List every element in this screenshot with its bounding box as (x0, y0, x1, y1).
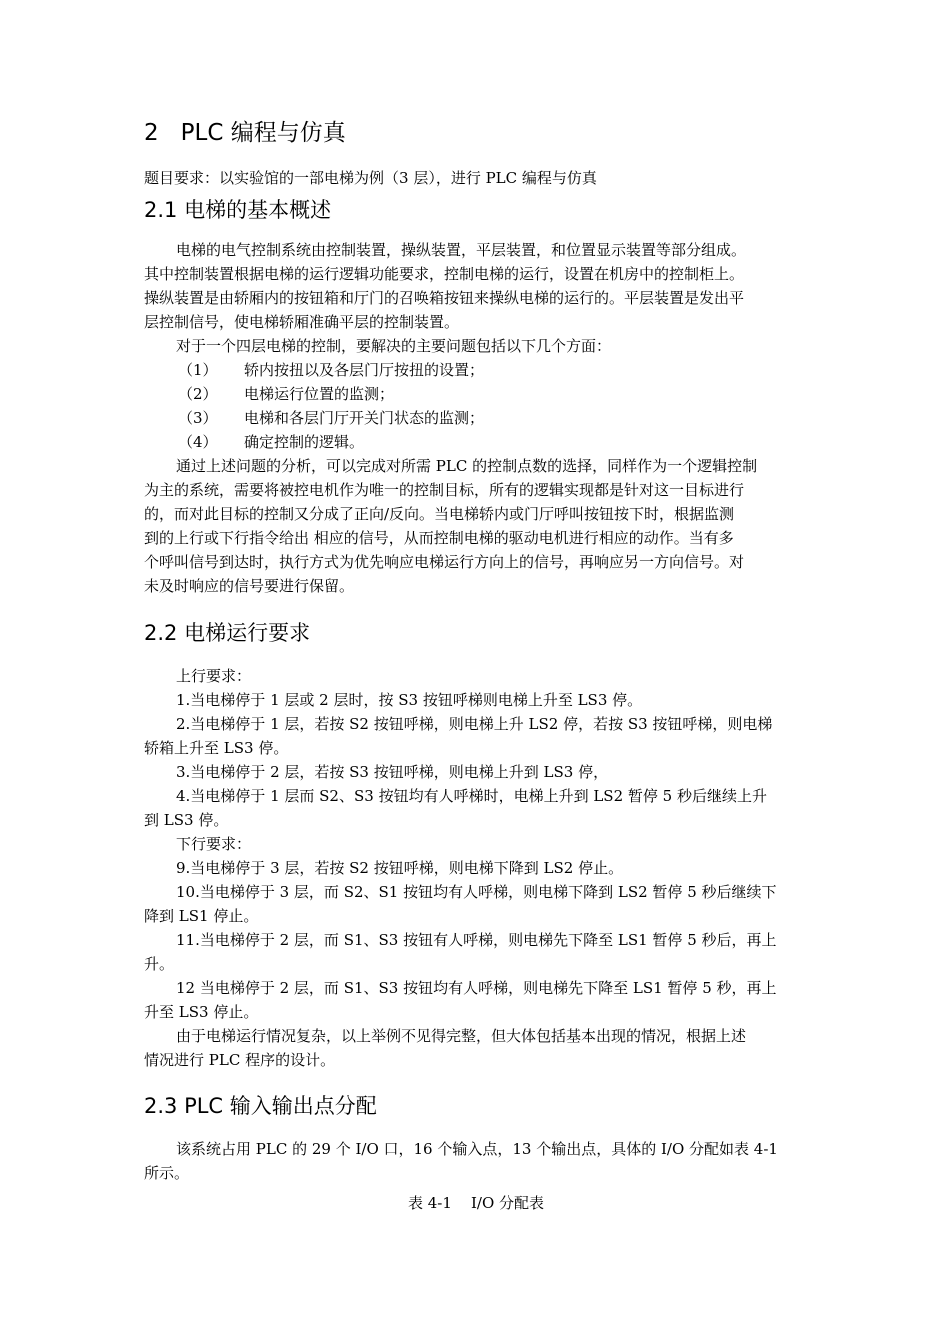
chapter-title: PLC 编程与仿真 (180, 120, 346, 146)
list-item-index: （2） (178, 385, 218, 403)
paragraph-line: 上行要求： (176, 667, 252, 685)
paragraph-line: 10.当电梯停于 3 层，而 S2、S1 按钮均有人呼梯，则电梯下降到 LS2 暂停 5 秒后继续下 (176, 883, 777, 901)
section-heading-2-2: 2.2 电梯运行要求 (144, 621, 311, 645)
list-item (144, 358, 808, 382)
chapter-heading (144, 116, 346, 150)
paragraph-line: 层控制信号，使电梯轿厢准确平层的控制装置。 (144, 313, 460, 331)
paragraph-line: 其中控制装置根据电梯的运行逻辑功能要求，控制电梯的运行，设置在机房中的控制柜上。 (144, 265, 745, 283)
paragraph-line: 由于电梯运行情况复杂，以上举例不见得完整，但大体包括基本出现的情况，根据上述 (176, 1027, 747, 1045)
paragraph-line: 2.当电梯停于 1 层，若按 S2 按钮呼梯，则电梯上升 LS2 停，若按 S3 按钮呼梯，则电梯 (176, 715, 773, 733)
paragraph-line: 11.当电梯停于 2 层，而 S1、S3 按钮有人呼梯，则电梯先下降至 LS1 暂停 5 秒后，再上 (176, 931, 777, 949)
paragraph-line: 通过上述问题的分析，可以完成对所需 PLC 的控制点数的选择，同样作为一个逻辑控制 (176, 457, 758, 475)
section-2-2-body (144, 664, 808, 1072)
list-item-index: （1） (178, 361, 218, 379)
paragraph-line: 的，而对此目标的控制又分成了正向/反向。当电梯轿内或门厅呼叫按钮按下时，根据监测 (144, 505, 735, 523)
paragraph-line: 3.当电梯停于 2 层，若按 S3 按钮呼梯，则电梯上升到 LS3 停， (176, 763, 609, 781)
list-item-text: 轿内按扭以及各层门厅按扭的设置； (244, 361, 485, 379)
paragraph-line: 该系统占用 PLC 的 29 个 I/O 口，16 个输入点，13 个输出点，具体的 I/O 分配如表 4-1 (176, 1140, 778, 1158)
paragraph-line: 操纵装置是由轿厢内的按钮箱和厅门的召唤箱按钮来操纵电梯的运行的。平层装置是发出平 (144, 289, 745, 307)
list-item (144, 406, 808, 430)
list-item-text: 电梯运行位置的监测； (244, 385, 395, 403)
paragraph-line: 9.当电梯停于 3 层，若按 S2 按钮呼梯，则电梯下降到 LS2 停止。 (176, 859, 624, 877)
list-item-text: 确定控制的逻辑。 (244, 433, 365, 451)
section-heading-2-1: 2.1 电梯的基本概述 (144, 198, 332, 222)
paragraph-line: 对于一个四层电梯的控制，要解决的主要问题包括以下几个方面： (176, 337, 612, 355)
paragraph-line: 为主的系统，需要将被控电机作为唯一的控制目标，所有的逻辑实现都是针对这一目标进行 (144, 481, 745, 499)
section-heading-2-3: 2.3 PLC 输入输出点分配 (144, 1094, 377, 1118)
section-2-1-body (144, 238, 808, 598)
task-requirement: 题目要求：以实验馆的一部电梯为例（3 层），进行 PLC 编程与仿真 (144, 169, 597, 187)
paragraph-line: 未及时响应的信号要进行保留。 (144, 577, 355, 595)
paragraph-line: 下行要求： (176, 835, 252, 853)
table-caption: 表 4-1 I/O 分配表 (407, 1194, 545, 1212)
paragraph-line: 降到 LS1 停止。 (144, 907, 259, 925)
paragraph-line: 12 当电梯停于 2 层，而 S1、S3 按钮均有人呼梯，则电梯先下降至 LS1 暂停 5 秒，再上 (176, 979, 777, 997)
paragraph-line: 个呼叫信号到达时，执行方式为优先响应电梯运行方向上的信号，再响应另一方向信号。对 (144, 553, 745, 571)
list-item (144, 382, 808, 406)
paragraph-line: 电梯的电气控制系统由控制装置，操纵装置，平层装置，和位置显示装置等部分组成。 (176, 241, 747, 259)
paragraph-line: 所示。 (144, 1164, 190, 1182)
paragraph-line: 1.当电梯停于 1 层或 2 层时，按 S3 按钮呼梯则电梯上升至 LS3 停。 (176, 691, 643, 709)
paragraph-line: 4.当电梯停于 1 层而 S2、S3 按钮均有人呼梯时，电梯上升到 LS2 暂停 5 秒后继续上升 (176, 787, 767, 805)
list-item-text: 电梯和各层门厅开关门状态的监测； (244, 409, 485, 427)
list-item (144, 430, 808, 454)
chapter-number: 2 (144, 120, 159, 146)
paragraph-line: 到的上行或下行指令给出 相应的信号，从而控制电梯的驱动电机进行相应的动作。当有多 (144, 529, 734, 547)
paragraph-line: 升。 (144, 955, 175, 973)
list-item-index: （3） (178, 409, 218, 427)
paragraph-line: 升至 LS3 停止。 (144, 1003, 259, 1021)
list-item-index: （4） (178, 433, 218, 451)
paragraph-line: 轿箱上升至 LS3 停。 (144, 739, 289, 757)
section-2-3-body (144, 1137, 808, 1185)
paragraph-line: 情况进行 PLC 程序的设计。 (144, 1051, 336, 1069)
paragraph-line: 到 LS3 停。 (144, 811, 229, 829)
